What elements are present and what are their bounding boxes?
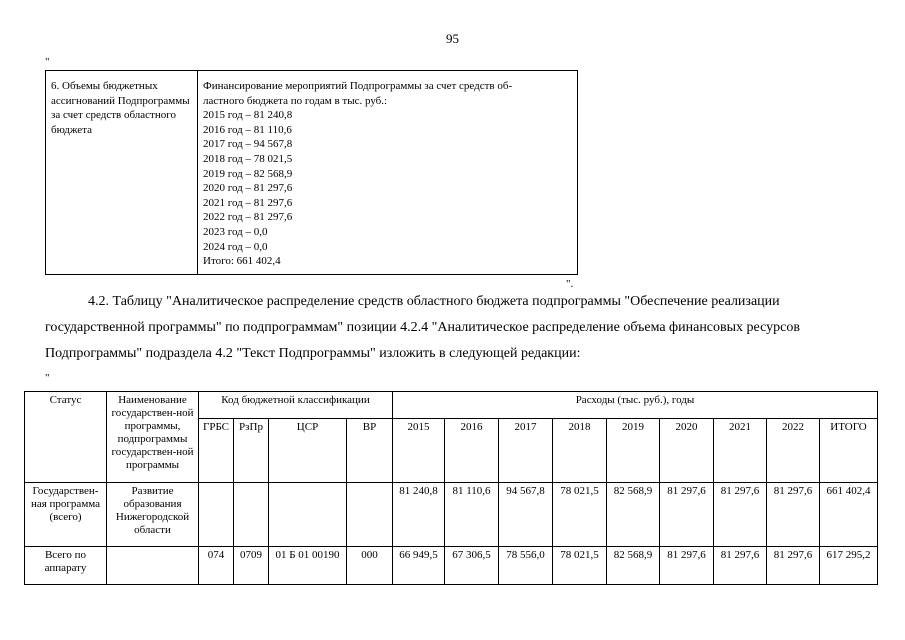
table-row [25,547,878,585]
box-divider [197,71,198,274]
row-name: Развитие образования Нижегородской области [107,483,199,547]
year-col-header: 2020 [660,419,714,483]
row-value: 81 297,6 [767,483,820,547]
row-name [107,547,199,585]
row-kbk: 000 [347,547,393,585]
box-line: 2024 год – 0,0 [203,240,268,253]
box-left-text: 6. Объемы бюджетных ассигнований Подпрограммы за счет средств областного бюджета [51,80,190,136]
year-col-header: 2017 [499,419,553,483]
box-line: 2023 год – 0,0 [203,225,268,238]
header-row-1 [25,392,878,419]
box-right-text [203,79,573,269]
year-col-header: ИТОГО [820,419,878,483]
body-paragraph [45,289,860,367]
row-value: 66 949,5 [393,547,445,585]
kbk-header: Код бюджетной классификации [199,392,393,419]
row-value: 81 297,6 [714,547,767,585]
box-line: 2017 год – 94 567,8 [203,138,293,151]
box-line: Итого: 661 402,4 [203,255,281,268]
budget-box [45,70,578,275]
row-status: Государствен-ная программа (всего) [25,483,107,547]
row-value: 81 297,6 [714,483,767,547]
year-col-header: 2016 [445,419,499,483]
row-value: 78 021,5 [553,483,607,547]
quote-close-1: ". [566,278,574,290]
year-col-header: 2018 [553,419,607,483]
box-line: 2016 год – 81 110,6 [203,123,292,136]
kbk-col-header: ГРБС [199,419,234,483]
year-col-header: 2022 [767,419,820,483]
year-col-header: 2021 [714,419,767,483]
box-line: ластного бюджета по годам в тыс. руб.: [203,94,388,107]
paragraph-line: 4.2. Таблицу "Аналитическое распределение средств областного бюджета подпрограммы "Обеспечение реализации [88,294,780,309]
year-col-header: 2019 [607,419,660,483]
name-header: Наименование государствен-ной программы, подпрограммы государствен-ной программы [107,392,199,483]
row-value: 661 402,4 [820,483,878,547]
box-line: 2022 год – 81 297,6 [203,211,293,224]
page-number: 95 [446,31,459,46]
row-kbk [234,483,269,547]
row-value: 81 240,8 [393,483,445,547]
row-kbk [269,483,347,547]
kbk-col-header: ЦСР [269,419,347,483]
row-value: 81 297,6 [767,547,820,585]
quote-open-2: " [45,372,50,384]
row-value: 94 567,8 [499,483,553,547]
expenses-header: Расходы (тыс. руб.), годы [393,392,878,419]
row-value: 67 306,5 [445,547,499,585]
box-line: 2019 год – 82 568,9 [203,167,293,180]
box-line: 2015 год – 81 240,8 [203,109,293,122]
table-row [25,483,878,547]
box-line: 2021 год – 81 297,6 [203,196,293,209]
row-kbk: 01 Б 01 00190 [269,547,347,585]
year-col-header: 2015 [393,419,445,483]
kbk-col-header: РзПр [234,419,269,483]
row-kbk: 074 [199,547,234,585]
box-line: 2020 год – 81 297,6 [203,182,293,195]
row-kbk [199,483,234,547]
row-value: 81 297,6 [660,547,714,585]
row-value: 82 568,9 [607,547,660,585]
row-value: 81 110,6 [445,483,499,547]
status-header: Статус [25,392,107,483]
row-kbk: 0709 [234,547,269,585]
paragraph-line: государственной программы" по подпрограммам" позиции 4.2.4 "Аналитическое распределение объема финансовых ресурсов [45,320,800,335]
row-value: 617 295,2 [820,547,878,585]
quote-open-1: " [45,56,50,68]
kbk-col-header: ВР [347,419,393,483]
row-value: 82 568,9 [607,483,660,547]
row-value: 81 297,6 [660,483,714,547]
row-value: 78 021,5 [553,547,607,585]
row-kbk [347,483,393,547]
row-status: Всего по аппарату [25,547,107,585]
row-value: 78 556,0 [499,547,553,585]
paragraph-line: Подпрограммы" подраздела 4.2 "Текст Подпрограммы" изложить в следующей редакции: [45,346,581,361]
box-line: 2018 год – 78 021,5 [203,152,293,165]
box-line: Финансирование мероприятий Подпрограммы за счет средств об- [203,80,513,92]
expenses-table [24,391,878,585]
